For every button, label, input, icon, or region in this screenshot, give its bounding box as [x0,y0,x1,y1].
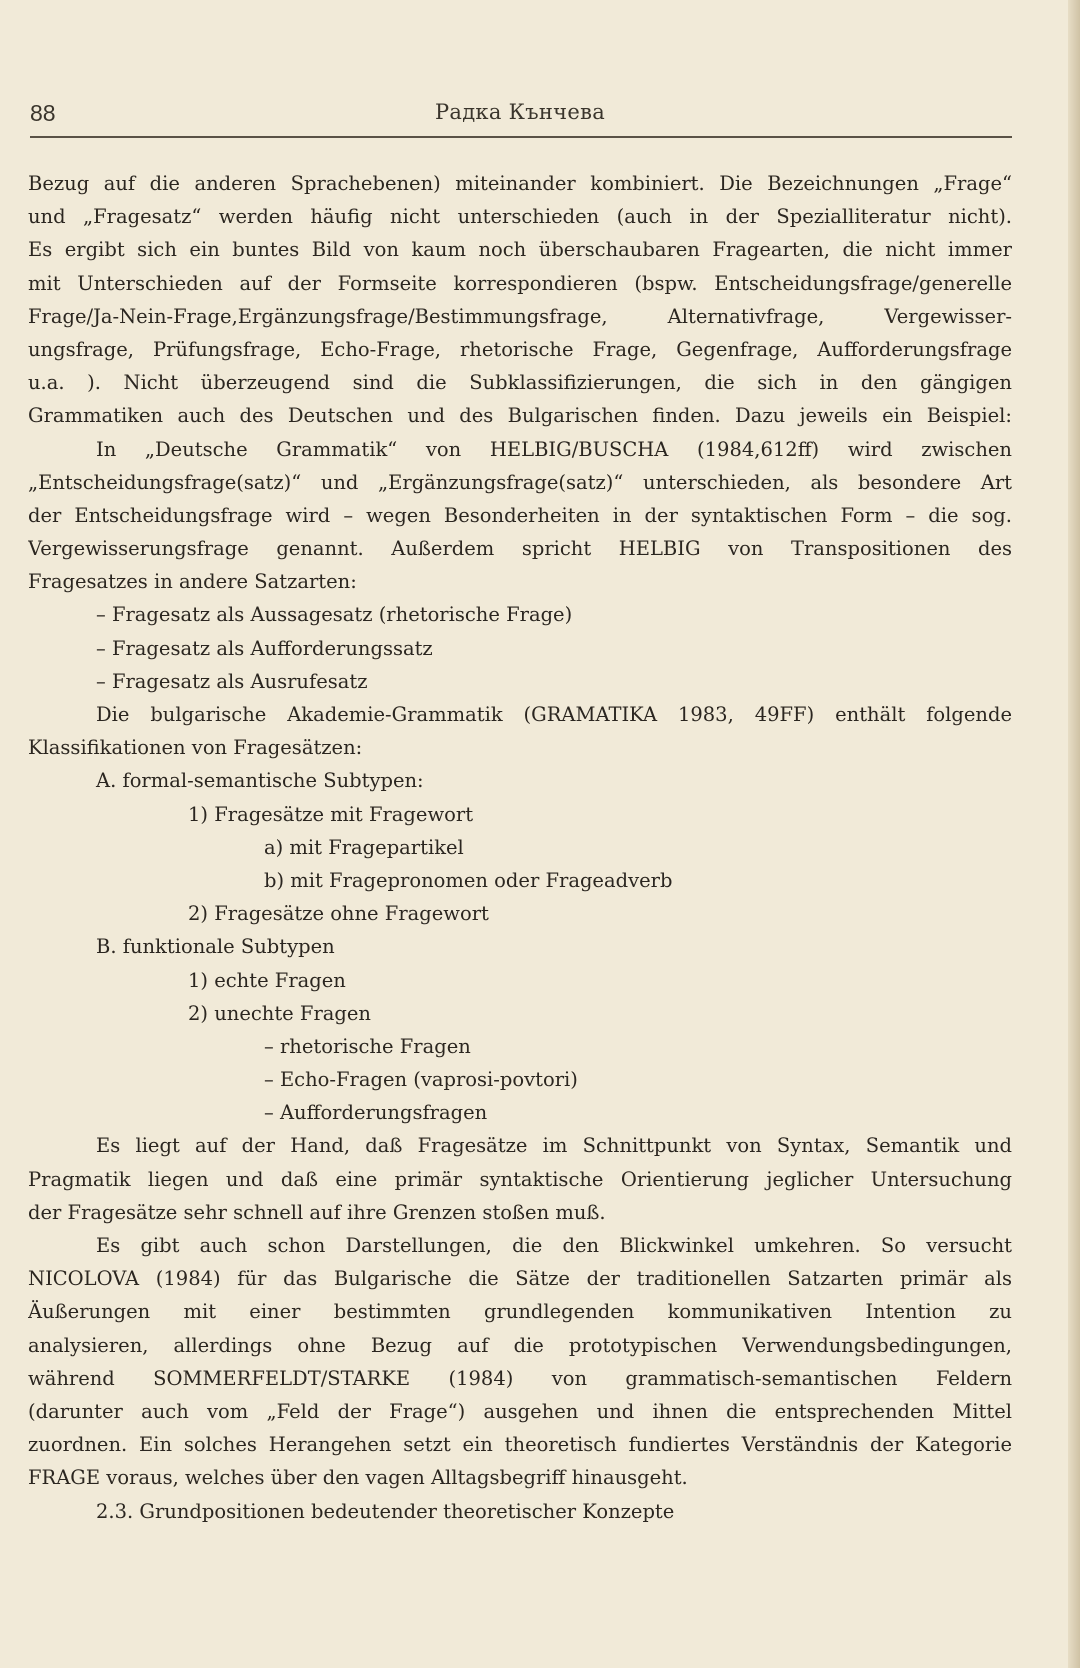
page-header [30,100,1010,134]
text-line: und „Fragesatz“ werden häufig nicht unterschieden (auch in der Spezialliteratur nicht). [28,205,1012,229]
text-line: In „Deutsche Grammatik“ von HELBIG/BUSCHA (1984,612ff) wird zwischen [96,437,1012,461]
text-line: Klassifikationen von Fragesätzen: [28,736,363,760]
text-line: der Fragesätze sehr schnell auf ihre Grenzen stoßen muß. [28,1200,606,1224]
text-line: Es liegt auf der Hand, daß Fragesätze im Schnittpunkt von Syntax, Semantik und [96,1134,1012,1158]
text-line: „Entscheidungsfrage(satz)“ und „Ergänzungsfrage(satz)“ unterschieden, als besondere Art [28,470,1012,494]
text-line: (darunter auch vom „Feld der Frage“) ausgehen und ihnen die entsprechenden Mittel [28,1399,1012,1423]
text-line: Frage/Ja-Nein-Frage,Ergänzungsfrage/Bestimmungsfrage, Alternativfrage, Vergewisser- [28,304,1012,328]
text-line: Grammatiken auch des Deutschen und des Bulgarischen finden. Dazu jeweils ein Beispiel: [28,404,1012,428]
outline-item: – rhetorische Fragen [264,1034,471,1058]
outline-item: A. formal-semantische Subtypen: [96,769,424,793]
text-line: Fragesatzes in andere Satzarten: [28,570,357,594]
outline-item: 1) Fragesätze mit Fragewort [188,802,474,826]
text-line: Bezug auf die anderen Sprachebenen) miteinander kombiniert. Die Bezeichnungen „Frage“ [28,172,1012,195]
list-item: – Fragesatz als Aufforderungssatz [96,636,433,660]
running-head: Радка Кънчева [434,100,606,124]
text-line: Pragmatik liegen und daß eine primär syntaktische Orientierung jeglicher Untersuchung [28,1167,1012,1191]
text-line: während SOMMERFELDT/STARKE (1984) von grammatisch-semantischen Feldern [28,1366,1012,1390]
outline-item: B. funktionale Subtypen [96,935,335,959]
text-line: mit Unterschieden auf der Formseite korrespondieren (bspw. Entscheidungsfrage/generelle [28,271,1012,295]
text-line: Vergewisserungsfrage genannt. Außerdem spricht HELBIG von Transpositionen des [28,537,1012,561]
list-item: – Fragesatz als Ausrufesatz [96,669,368,693]
text-line: der Entscheidungsfrage wird – wegen Besonderheiten in der syntaktischen Form – die sog. [28,503,1012,527]
text-line: analysieren, allerdings ohne Bezug auf die prototypischen Verwendungsbedingungen, [28,1333,1012,1357]
text-line: ungsfrage, Prüfungsfrage, Echo-Frage, rhetorische Frage, Gegenfrage, Aufforderungsfrage [28,337,1012,361]
page-edge [1068,0,1080,1668]
body-text [28,167,1012,1528]
text-line: NICOLOVA (1984) für das Bulgarische die Sätze der traditionellen Satzarten primär als [28,1267,1012,1291]
outline-item: a) mit Fragepartikel [264,835,464,859]
outline-item: 2) unechte Fragen [188,1001,371,1025]
outline-item: 2) Fragesätze ohne Fragewort [188,902,489,926]
text-line: Die bulgarische Akademie-Grammatik (GRAMATIKA 1983, 49FF) enthält folgende [96,703,1012,726]
page-number: 88 [30,100,56,126]
outline-item: – Aufforderungsfragen [264,1101,488,1125]
outline-item: 1) echte Fragen [188,968,346,992]
text-line: Äußerungen mit einer bestimmten grundlegenden kommunikativen Intention zu [28,1300,1012,1324]
text-line: Es ergibt sich ein buntes Bild von kaum noch überschaubaren Fragearten, die nicht immer [28,238,1012,262]
text-line: Es gibt auch schon Darstellungen, die den Blickwinkel umkehren. So versucht [96,1234,1012,1257]
outline-item: b) mit Fragepronomen oder Frageadverb [264,868,673,892]
section-heading: 2.3. Grundpositionen bedeutender theoretischer Konzepte [96,1499,675,1523]
outline-item: – Echo-Fragen (vaprosi-povtori) [264,1068,578,1092]
text-line: u.a. ). Nicht überzeugend sind die Subklassifizierungen, die sich in den gängigen [28,371,1012,395]
list-item: – Fragesatz als Aussagesatz (rhetorische Frage) [96,603,573,627]
text-line: zuordnen. Ein solches Herangehen setzt ein theoretisch fundiertes Verständnis der Kategorie [28,1433,1012,1457]
header-rule [30,136,1012,138]
text-line: FRAGE voraus, welches über den vagen Alltagsbegriff hinausgeht. [28,1466,688,1490]
